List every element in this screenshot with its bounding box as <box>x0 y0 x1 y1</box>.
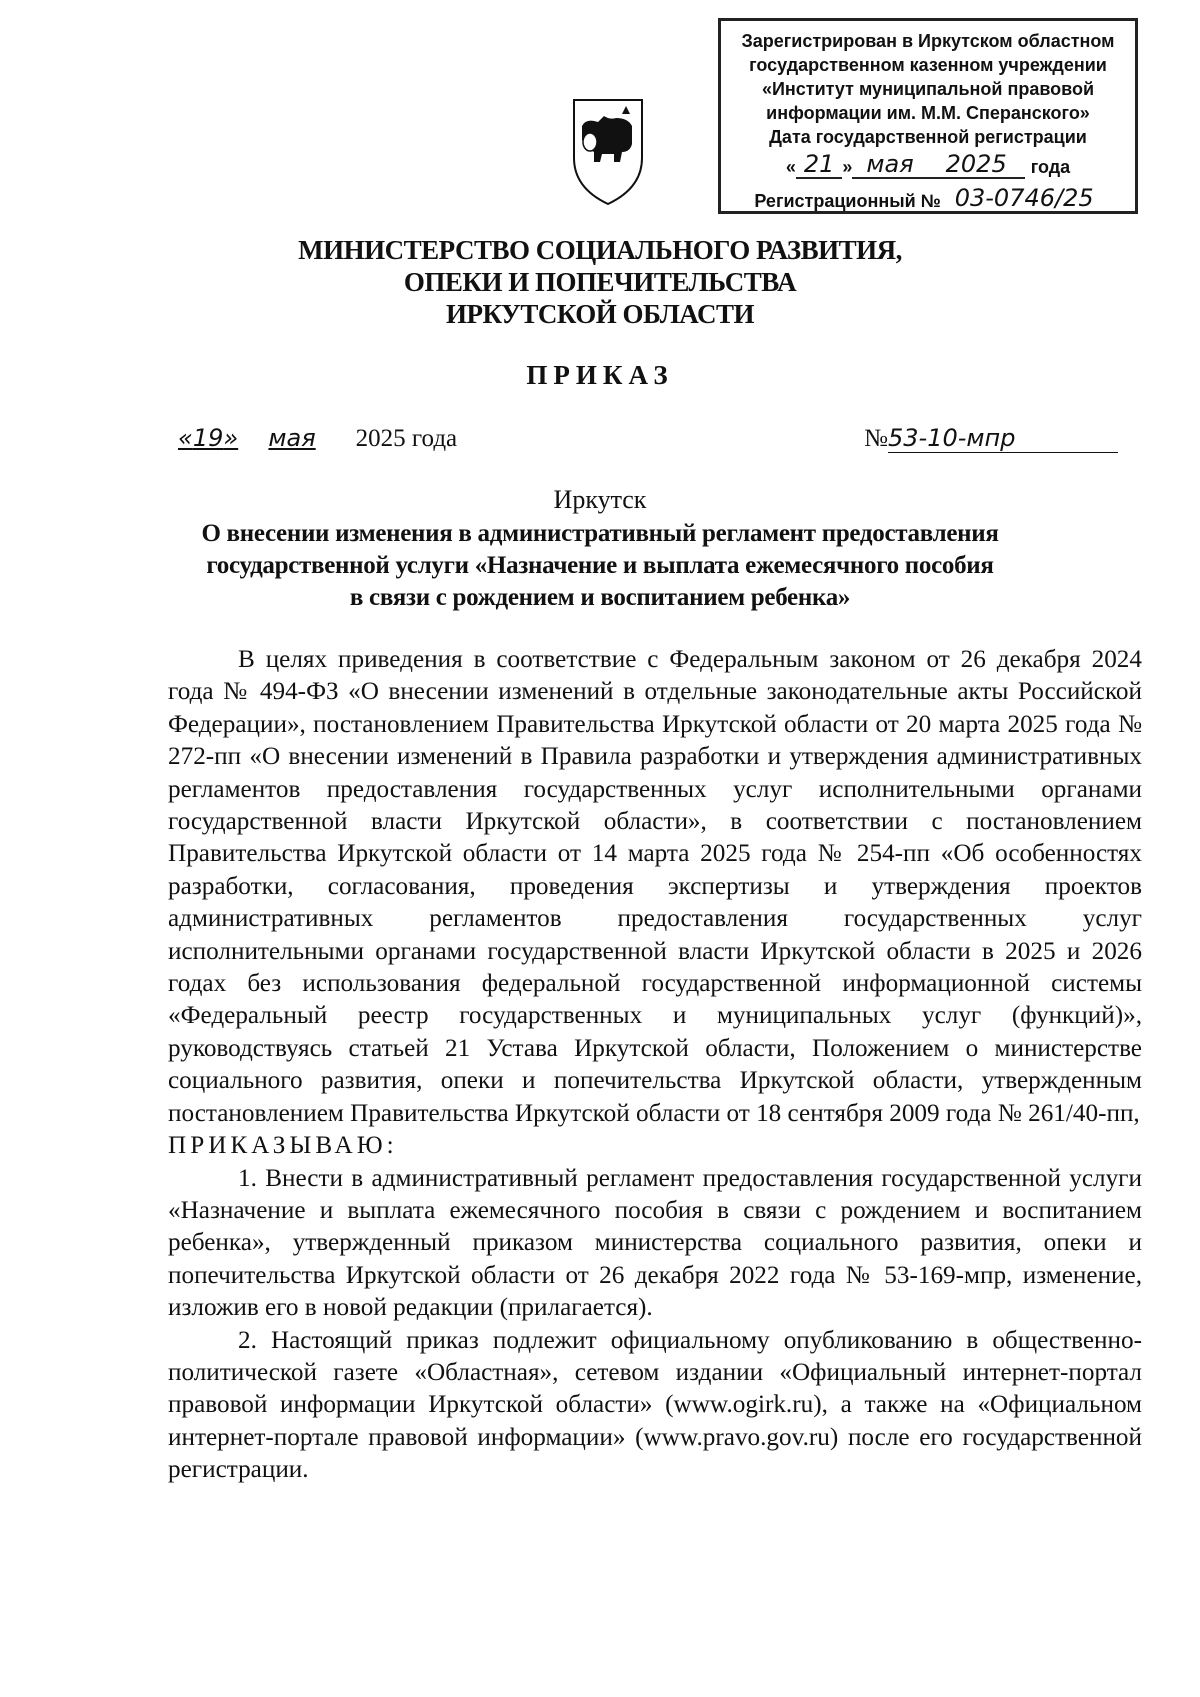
title-line: государственной услуги «Назначение и выплата ежемесячного пособия <box>206 552 994 579</box>
stamp-reg-label: Регистрационный № <box>754 191 941 211</box>
stamp-reg-number: 03-0746/25 <box>947 185 1102 213</box>
ministry-line: ИРКУТСКОЙ ОБЛАСТИ <box>446 299 754 329</box>
title-line: О внесении изменения в административный регламент предоставления <box>201 520 999 547</box>
stamp-date-open: « <box>785 157 796 177</box>
stamp-line: «Институт муниципальной правовой <box>761 79 1095 99</box>
order-date <box>178 424 457 453</box>
ministry-header <box>0 234 1200 330</box>
stamp-reg-row <box>731 185 1125 213</box>
stamp-line: информации им. М.М. Сперанского» <box>766 103 1090 123</box>
stamp-line: государственном казенном учреждении <box>749 55 1107 75</box>
stamp-date-month: мая <box>852 151 927 179</box>
stamp-date-close: » <box>842 157 853 177</box>
ministry-line: ОПЕКИ И ПОПЕЧИТЕЛЬСТВА <box>403 267 797 297</box>
document-type-title: ПРИКАЗ <box>526 360 674 390</box>
order-body <box>168 644 1142 1487</box>
order-date-day: 19 <box>192 424 224 452</box>
order-date-year: 2025 года <box>355 425 458 452</box>
order-date-open: « <box>178 424 193 452</box>
stamp-line: Дата государственной регистрации <box>769 127 1087 147</box>
stamp-date-day: 21 <box>796 151 843 179</box>
order-title <box>0 518 1200 614</box>
order-date-close: » <box>223 424 239 452</box>
prikazyvayu-heading: ПРИКАЗЫВАЮ: <box>168 1132 398 1160</box>
order-date-number-row <box>170 424 1118 460</box>
stamp-date-suffix: года <box>1030 157 1071 177</box>
preamble-paragraph: В целях приведения в соответствие с Федеральным законом от 26 декабря 2024 года № 494-ФЗ «О внесении изменений в отдельные законодательные акты Российской Федерации», постановлением Правительства Иркутской области от 20 марта 2025 года № 272-пп «О внесении изменений в Правила разработки и утверждения административных регламентов предоставления государственных услуг исполнительными органами государственной власти Иркутской области», в соответствии с постановлением Правительства Иркутской области от 14 марта 2025 года № 254-пп «Об особенностях разработки, согласования, проведения экспертизы и утверждения проектов административных регламентов предоставления государственных услуг исполнительными органами государственной власти Иркутской области в 2025 и 2026 годах без использования федеральной государственной информационной системы «Федеральный реестр государственных и муниципальных услуг (функций)», руководствуясь статьей 21 Устава Иркутской области, Положением о министерстве социального развития, опеки и попечительства Иркутской области, утвержденным постановлением Правительства Иркутской области от 18 сентября 2009 года № 261/40-пп, <box>168 646 1142 1127</box>
order-number <box>864 424 1118 453</box>
coat-of-arms-emblem <box>570 96 646 208</box>
stamp-line: Зарегистрирован в Иркутском областном <box>741 31 1115 51</box>
order-date-month: мая <box>268 424 316 452</box>
ministry-line: МИНИСТЕРСТВО СОЦИАЛЬНОГО РАЗВИТИЯ, <box>298 235 902 265</box>
order-number-label: № <box>864 425 888 452</box>
stamp-date-row <box>731 151 1125 179</box>
item-2-paragraph: 2. Настоящий приказ подлежит официальному опубликованию в общественно-политической газете «Областная», сетевом издании «Официальный интернет-портал правовой информации Иркутской области» (www.ogirk.ru), а также на «Официальном интернет-портале правовой информации» (www.pravo.gov.ru) после его государственной регистрации. <box>168 1326 1142 1484</box>
order-number-value: 53-10-мпр <box>888 424 1118 453</box>
title-line: в связи с рождением и воспитанием ребенка» <box>349 584 851 611</box>
city-name: Иркутск <box>553 485 647 514</box>
item-1-paragraph: 1. Внести в административный регламент предоставления государственной услуги «Назначение и выплата ежемесячного пособия в связи с рождением и воспитанием ребенка», утвержденный приказом министерства социального развития, опеки и попечительства Иркутской области от 26 декабря 2022 года № 53-169-мпр, изменение, изложив его в новой редакции (прилагается). <box>168 1164 1142 1322</box>
stamp-date-year: 2025 <box>928 151 1025 179</box>
registration-stamp <box>718 18 1138 214</box>
